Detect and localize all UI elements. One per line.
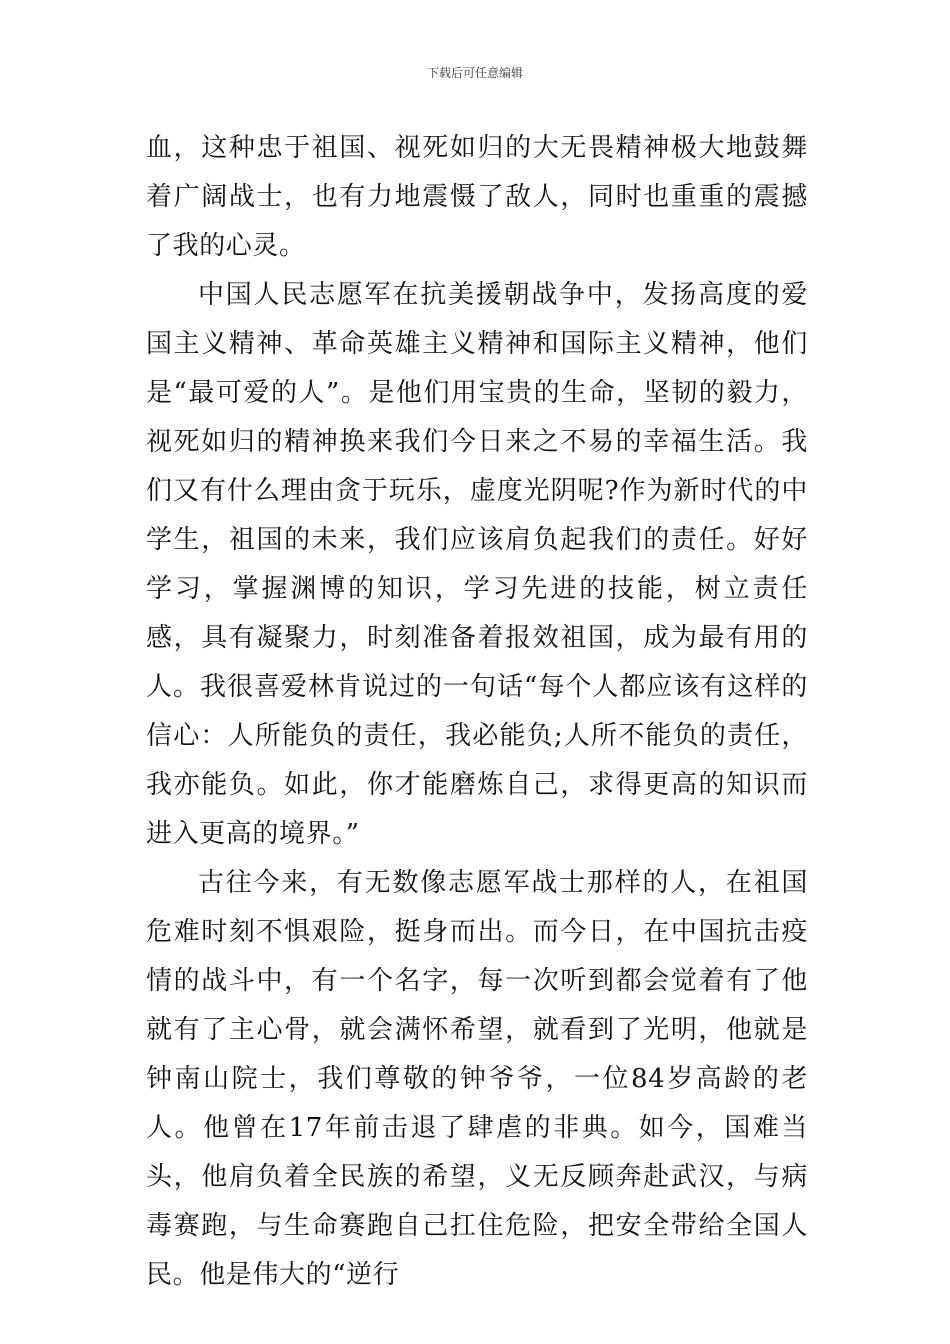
document-body: [146, 124, 808, 1300]
page-header: 下载后可任意编辑: [426, 66, 523, 80]
paragraph-continuation: 血，这种忠于祖国、视死如归的大无畏精神极大地鼓舞着广阔战士，也有力地震慑了敌人，同时也重重的震撼了我的心灵。: [146, 133, 808, 261]
paragraph-volunteer-army: 中国人民志愿军在抗美援朝战争中，发扬高度的爱国主义精神、革命英雄主义精神和国际主义精神，他们是“最可爱的人”。是他们用宝贵的生命，坚韧的毅力，视死如归的精神换来我们今日来之不易的幸福生活。我们又有什么理由贪于玩乐，虚度光阴呢?作为新时代的中学生，祖国的未来，我们应该肩负起我们的责任。好好学习，掌握渊博的知识，学习先进的技能，树立责任感，具有凝聚力，时刻准备着报效祖国，成为最有用的人。我很喜爱林肯说过的一句话“每个人都应该有这样的信心：人所能负的责任，我必能负;人所不能负的责任，我亦能负。如此，你才能磨炼自己，求得更高的知识而进入更高的境界。”: [146, 280, 808, 849]
paragraph-zhong-nanshan: 古往今来，有无数像志愿军战士那样的人，在祖国危难时刻不惧艰险，挺身而出。而今日，在中国抗击疫情的战斗中，有一个名字，每一次听到都会觉着有了他就有了主心骨，就会满怀希望，就看到了光明，他就是钟南山院士，我们尊敬的钟爷爷，一位84岁高龄的老人。他曾在17年前击退了肆虐的非典。如今，国难当头，他肩负着全民族的希望，义无反顾奔赴武汉，与病毒赛跑，与生命赛跑自己扛住危险，把安全带给全国人民。他是伟大的“逆行: [146, 868, 808, 1290]
